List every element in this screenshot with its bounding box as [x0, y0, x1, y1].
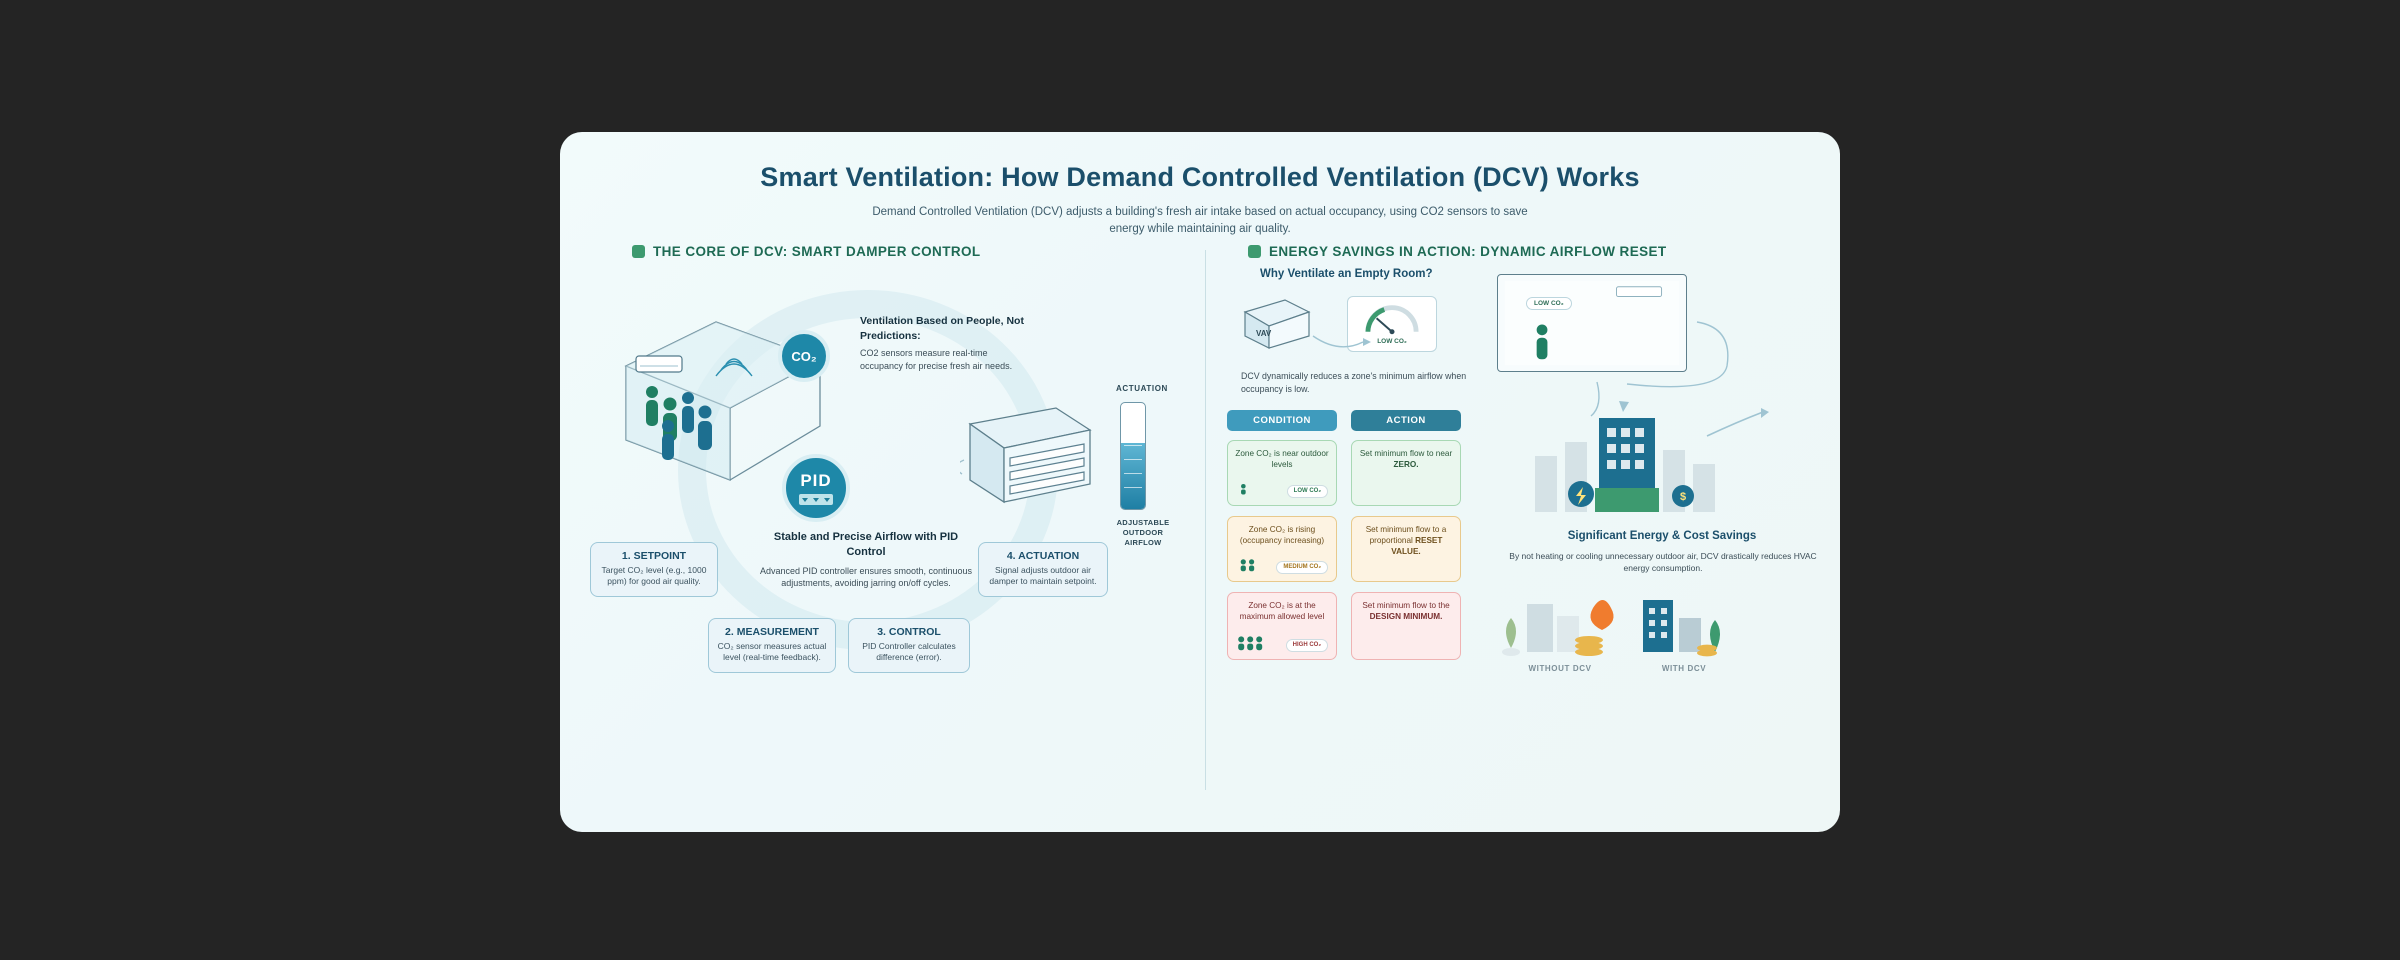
condition-row-1: [1227, 440, 1337, 506]
airflow-slider[interactable]: [1120, 402, 1146, 510]
label-without-dcv: WITHOUT DCV: [1528, 664, 1592, 673]
step-setpoint[interactable]: [590, 542, 718, 597]
badge-high-co2: HIGH CO₂: [1286, 639, 1328, 652]
action-row-1: [1351, 440, 1461, 506]
condition-row-2-text: Zone CO₂ is rising (occupancy increasing): [1239, 525, 1325, 546]
left-panel: [560, 262, 1205, 792]
adjustable-airflow-label: ADJUSTABLE OUTDOOR AIRFLOW: [1116, 518, 1170, 547]
svg-text:CO₂: CO₂: [791, 349, 817, 364]
step-setpoint-title: 1. SETPOINT: [621, 550, 687, 562]
action-row-2-strong: RESET VALUE.: [1391, 536, 1443, 557]
why-ventilate-title: Why Ventilate an Empty Room?: [1260, 268, 1433, 280]
column-header-condition: CONDITION: [1227, 410, 1337, 431]
step-actuation[interactable]: [978, 542, 1108, 597]
pid-label: PID: [800, 471, 832, 490]
action-row-3-text: Set minimum flow to the: [1362, 601, 1450, 610]
step-control[interactable]: [848, 618, 970, 673]
page-title: Smart Ventilation: How Demand Controlled Ventilation (DCV) Works: [760, 162, 1640, 192]
empty-room-illustration: [1497, 274, 1687, 372]
action-row-2: [1351, 516, 1461, 582]
occupancy-high-icon: [1234, 631, 1294, 655]
label-with-dcv: WITH DCV: [1661, 664, 1707, 673]
room-mini-contents-icon: [1498, 275, 1686, 371]
step-measurement-title: 2. MEASUREMENT: [725, 626, 819, 638]
step-control-title: 3. CONTROL: [877, 626, 941, 638]
pid-controller-icon: [782, 454, 850, 522]
co2-gauge: [1347, 296, 1437, 352]
actuation-label: ACTUATION: [1116, 384, 1168, 393]
condition-row-1-text: Zone CO₂ is near outdoor levels: [1235, 449, 1329, 470]
callout-pid-title: Stable and Precise Airflow with PID Control: [773, 531, 959, 559]
comparison-illustration: [1493, 578, 1743, 662]
infographic-card: [560, 132, 1840, 832]
right-panel: [1205, 262, 1840, 792]
callout-pid: [756, 530, 976, 590]
savings-title: Significant Energy & Cost Savings: [1567, 530, 1757, 542]
step-setpoint-body: Target CO₂ level (e.g., 1000 ppm) for good air quality.: [601, 565, 707, 587]
step-actuation-body: Signal adjusts outdoor air damper to maintain setpoint.: [989, 565, 1097, 587]
svg-text:$: $: [1679, 491, 1687, 503]
callout-people-title: Ventilation Based on People, Not Predictions:: [860, 315, 1024, 342]
condition-row-3-text: Zone CO₂ is at the maximum allowed level: [1239, 601, 1325, 622]
right-panel-heading: [1248, 244, 1667, 259]
column-header-action: ACTION: [1351, 410, 1461, 431]
without-dcv-group: [1502, 600, 1614, 656]
action-row-2-text: Set minimum flow to a proportional: [1365, 525, 1447, 546]
gauge-label: LOW CO₂: [1377, 338, 1407, 345]
action-row-1-text: Set minimum flow to near: [1359, 449, 1453, 458]
step-control-body: PID Controller calculates difference (error).: [862, 641, 956, 663]
action-row-3-strong: DESIGN MINIMUM.: [1369, 612, 1443, 622]
action-row-1-strong: ZERO.: [1393, 460, 1419, 470]
svg-text:VAV: VAV: [1256, 329, 1272, 338]
step-measurement-body: CO₂ sensor measures actual level (real-time feedback).: [717, 641, 827, 663]
page-subtitle: Demand Controlled Ventilation (DCV) adjusts a building's fresh air intake based on actual occupancy, using CO2 sensors to save energy while maintaining air quality.: [872, 206, 1528, 235]
callout-people: [860, 314, 1025, 373]
step-measurement[interactable]: [708, 618, 836, 673]
square-marker-icon: [632, 245, 645, 258]
room-co2-badge: LOW CO₂: [1526, 297, 1572, 310]
step-actuation-title: 4. ACTUATION: [1006, 550, 1080, 562]
vav-box-icon: [1241, 296, 1313, 354]
right-panel-heading-text: ENERGY SAVINGS IN ACTION: DYNAMIC AIRFLOW RESET: [1269, 244, 1667, 259]
condition-row-3: [1227, 592, 1337, 660]
with-dcv-group: [1643, 600, 1720, 656]
badge-medium-co2: MEDIUM CO₂: [1276, 561, 1328, 574]
condition-row-2: [1227, 516, 1337, 582]
airflow-slider-ticks: [1121, 403, 1145, 509]
pid-slider-icon: [799, 494, 833, 505]
callout-people-body: CO2 sensors measure real-time occupancy for precise fresh air needs.: [860, 348, 1013, 371]
occupancy-low-icon: [1236, 477, 1282, 501]
action-row-3: [1351, 592, 1461, 660]
co2-sensor-icon: [776, 328, 832, 384]
energy-savings-illustration: [1495, 402, 1825, 522]
damper-illustration: [960, 402, 1100, 507]
square-marker-icon: [1248, 245, 1261, 258]
hvac-unit-icon: [636, 356, 682, 372]
callout-pid-body: Advanced PID controller ensures smooth, continuous adjustments, avoiding jarring on/off cycles.: [759, 565, 973, 589]
badge-low-co2: LOW CO₂: [1287, 485, 1328, 498]
left-panel-heading: [632, 244, 981, 259]
left-panel-heading-text: THE CORE OF DCV: SMART DAMPER CONTROL: [653, 244, 981, 259]
savings-body: By not heating or cooling unnecessary outdoor air, DCV drastically reduces HVAC energy consumption.: [1509, 551, 1817, 574]
dcv-note: DCV dynamically reduces a zone's minimum airflow when occupancy is low.: [1241, 371, 1467, 394]
